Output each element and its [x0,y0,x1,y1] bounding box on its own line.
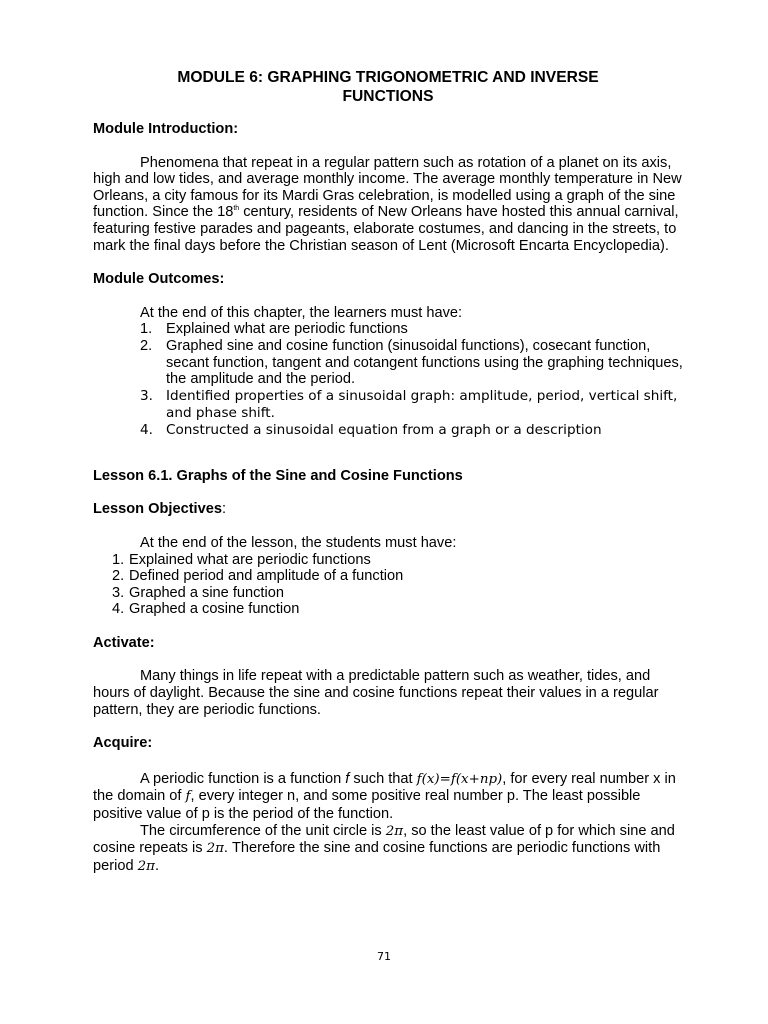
objectives-lead: At the end of the lesson, the students must have: [140,534,457,551]
outcome-item [140,422,683,439]
outcome-item [140,338,683,388]
acquire-text: such that [349,770,417,787]
acquire-text: A periodic function is a function [140,770,346,787]
intro-superscript: th [233,205,240,213]
function-symbol: f [345,770,350,787]
intro-paragraph [93,155,683,255]
activate-paragraph: Many things in life repeat with a predictable pattern such as weather, tides, and hours of daylight. Because the sine and cosine functions repeat their values in a regular pattern, they are periodic functions. [93,668,659,718]
objectives-heading-text: Lesson Objectives [93,501,222,518]
outcomes-heading: Module Outcomes: [93,271,225,288]
objective-item [93,601,683,618]
objective-text: Defined period and amplitude of a function [129,568,404,585]
equation-f: f [416,771,422,787]
outcome-text: Identified properties of a sinusoidal graph: amplitude, period, vertical shift, and phase shift. [166,387,678,421]
module-title-line-1: MODULE 6: GRAPHING TRIGONOMETRIC AND INVERSE [177,69,599,86]
objective-number: 1. [112,551,125,568]
module-title-line-2: FUNCTIONS [342,88,434,105]
objective-text: Explained what are periodic functions [129,551,371,568]
objective-number: 3. [112,584,125,601]
objective-item [93,552,683,569]
outcome-number: 2. [140,337,153,354]
acquire-paragraph-2 [93,823,683,876]
page-number: 71 [377,950,391,963]
outcome-text: Constructed a sinusoidal equation from a graph or a description [166,421,602,438]
objectives-heading [93,501,683,518]
module-title [93,68,683,106]
two-pi-math: 2π [137,858,155,874]
outcome-number: 3. [140,387,153,404]
objective-text: Graphed a sine function [129,584,284,601]
outcome-text: Explained what are periodic functions [166,321,408,338]
objectives-list [93,552,683,618]
acquire-text: , for every real number x in the domain of [93,770,676,805]
objective-item [93,585,683,602]
outcome-number: 1. [140,321,153,338]
activate-heading: Activate: [93,634,155,651]
intro-text-2: century, residents of New Orleans have hosted this annual carnival, featuring festive parades and pageants, elaborate costumes, and dancing in the streets, to mark the final days before the Christian season of Lent (Microsoft Encarta Encyclopedia). [93,204,679,254]
objective-number: 4. [112,601,125,618]
outcome-item [140,321,683,338]
acquire-text: The circumference of the unit circle is [140,822,386,839]
outcome-text: Graphed sine and cosine function (sinusoidal functions), cosecant function, secant function, tangent and cotangent functions using the graphing techniques, the amplitude and the period. [166,337,683,388]
periodic-equation [417,772,503,787]
acquire-heading: Acquire: [93,735,153,752]
objective-number: 2. [112,568,125,585]
lesson-heading: Lesson 6.1. Graphs of the Sine and Cosine Functions [93,467,463,484]
equation-f: f [450,771,456,787]
outcome-number: 4. [140,421,153,438]
equation-middle: (x)= [421,771,451,787]
outcomes-lead: At the end of this chapter, the learners must have: [140,304,463,321]
objectives-heading-colon: : [221,501,227,518]
acquire-text: . Therefore the sine and cosine functions are periodic functions with period [93,840,661,874]
objective-item [93,568,683,585]
outcome-item [140,388,683,422]
acquire-text: , so the least value of p for which sine and cosine repeats is [93,822,675,857]
document-page [93,68,683,875]
two-pi-math: 2π [206,841,224,857]
acquire-text: , every integer n, and some positive real number p. The least possible positive value of p is the period of the function. [93,788,641,823]
two-pi-math: 2π [385,823,404,839]
function-symbol: f [185,789,191,805]
intro-heading: Module Introduction: [93,121,239,137]
acquire-paragraph-1 [93,771,683,823]
acquire-text: . [154,857,160,874]
outcomes-list [93,321,683,438]
objective-text: Graphed a cosine function [129,601,300,618]
intro-text-1: Phenomena that repeat in a regular pattern such as rotation of a planet on its axis, high and low tides, and average monthly income. The average monthly temperature in New Orleans, a city famous for its Mardi Gras celebration, is modelled using a graph of the sine function. Since the 18 [93,154,682,221]
equation-tail: (x+np) [455,771,503,787]
